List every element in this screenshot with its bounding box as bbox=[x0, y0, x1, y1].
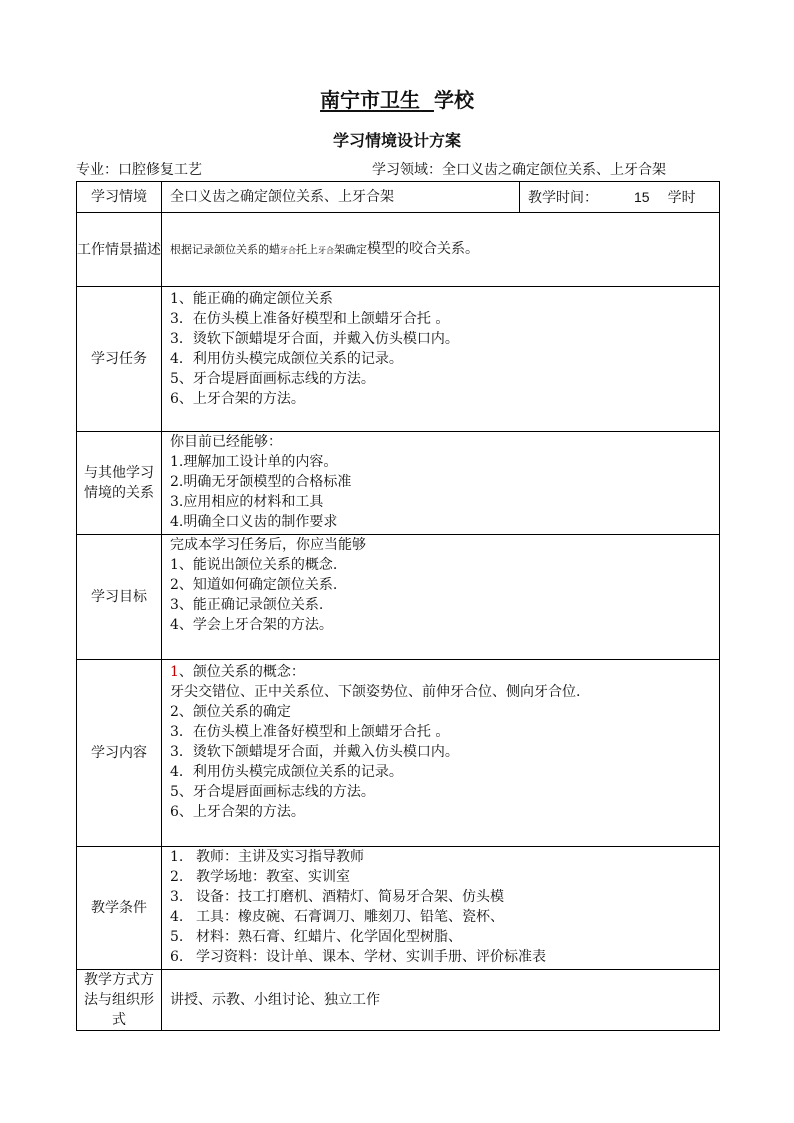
school-suffix: 学校 bbox=[433, 88, 474, 112]
school-name: 南宁市卫生 bbox=[320, 88, 421, 112]
label-learning-content: 学习内容 bbox=[77, 660, 162, 847]
list-item: 3．烫软下颌蜡堤牙合面，并戴入仿头模口内。 bbox=[170, 331, 459, 347]
list-item: 1、能说出颌位关系的概念. bbox=[170, 557, 338, 573]
list-item: 5、牙合堤唇面画标志线的方法。 bbox=[170, 371, 375, 387]
learning-field-label: 学习领域：全口义齿之确定颌位关系、上牙合架 bbox=[372, 162, 666, 178]
list-item: 5、牙合堤唇面画标志线的方法。 bbox=[170, 784, 375, 800]
list-item: 6、上牙合架的方法。 bbox=[170, 804, 305, 820]
work-scene-text: 根据记录颌位关系的蜡牙合托上牙合架确定模型的咬合关系。 bbox=[162, 213, 720, 287]
document-title: 学习情境设计方案 bbox=[332, 131, 461, 150]
list-item: 2. 教学场地：教室、实训室 bbox=[170, 869, 350, 885]
label-relation: 与其他学习情境的关系 bbox=[77, 432, 162, 535]
list-item: 3．在仿头模上准备好模型和上颌蜡牙合托 。 bbox=[170, 311, 450, 327]
row-teaching-method bbox=[77, 970, 720, 1031]
row-learning-scenario bbox=[77, 182, 720, 213]
label-learning-goal: 学习目标 bbox=[77, 535, 162, 660]
row-work-scene bbox=[77, 213, 720, 287]
label-work-scene: 工作情景描述 bbox=[77, 213, 162, 287]
learning-task-list bbox=[162, 287, 720, 432]
row-learning-content bbox=[77, 660, 720, 847]
list-item: 1、能正确的确定颌位关系 bbox=[170, 291, 333, 307]
row-learning-task bbox=[77, 287, 720, 432]
row-relation bbox=[77, 432, 720, 535]
list-item: 3、能正确记录颌位关系. bbox=[170, 597, 324, 613]
list-item: 牙尖交错位、正中关系位、下颌姿势位、前伸牙合位、侧向牙合位. bbox=[170, 684, 581, 700]
row-teaching-conditions bbox=[77, 847, 720, 970]
list-item: 4. 工具：橡皮碗、石膏调刀、雕刻刀、铅笔、瓷杯、 bbox=[170, 909, 504, 925]
list-item: 6. 学习资料：设计单、课本、学材、实训手册、评价标准表 bbox=[170, 949, 546, 965]
list-item: 1.理解加工设计单的内容。 bbox=[170, 454, 338, 470]
list-item: 2.明确无牙颌模型的合格标准 bbox=[170, 474, 352, 490]
major-label: 专业：口腔修复工艺 bbox=[76, 162, 202, 178]
learning-content-list bbox=[162, 660, 720, 847]
value-learning-scenario: 全口义齿之确定颌位关系、上牙合架 bbox=[162, 182, 520, 213]
label-learning-scenario: 学习情境 bbox=[77, 182, 162, 213]
list-item: 3．在仿头模上准备好模型和上颌蜡牙合托 。 bbox=[170, 724, 450, 740]
list-item: 4．利用仿头模完成颌位关系的记录。 bbox=[170, 764, 403, 780]
list-item: 你目前已经能够： bbox=[170, 434, 282, 450]
design-table bbox=[76, 181, 720, 1031]
list-item: 1. 教师：主讲及实习指导教师 bbox=[170, 849, 364, 865]
label-teaching-method: 教学方式方法与组织形式 bbox=[77, 970, 162, 1031]
teaching-time-unit: 学时 bbox=[667, 189, 696, 206]
teaching-time-cell bbox=[520, 182, 720, 213]
list-item: 4.明确全口义齿的制作要求 bbox=[170, 514, 338, 530]
relation-list bbox=[162, 432, 720, 535]
list-item: 2、知道如何确定颌位关系. bbox=[170, 577, 338, 593]
list-item: 3.应用相应的材料和工具 bbox=[170, 494, 324, 510]
list-item: 4、学会上牙合架的方法。 bbox=[170, 617, 333, 633]
teaching-time-value: 15 bbox=[634, 188, 650, 205]
learning-goal-list bbox=[162, 535, 720, 660]
teaching-method-text: 讲授、示教、小组讨论、独立工作 bbox=[162, 970, 720, 1031]
list-item: 2、颌位关系的确定 bbox=[170, 704, 291, 720]
list-item: 完成本学习任务后，你应当能够 bbox=[170, 537, 366, 553]
label-teaching-conditions: 教学条件 bbox=[77, 847, 162, 970]
list-item: 3. 设备：技工打磨机、酒精灯、简易牙合架、仿头模 bbox=[170, 889, 504, 905]
list-item: 6、上牙合架的方法。 bbox=[170, 391, 305, 407]
list-item: 3．烫软下颌蜡堤牙合面，并戴入仿头模口内。 bbox=[170, 744, 459, 760]
list-item: 5. 材料：熟石膏、红蜡片、化学固化型树脂、 bbox=[170, 929, 462, 945]
label-learning-task: 学习任务 bbox=[77, 287, 162, 432]
list-item: 1、颌位关系的概念： bbox=[170, 664, 305, 680]
school-title bbox=[0, 84, 794, 113]
red-number: 1 bbox=[170, 664, 179, 680]
row-learning-goal bbox=[77, 535, 720, 660]
list-item: 4．利用仿头模完成颌位关系的记录。 bbox=[170, 351, 403, 367]
teaching-conditions-list bbox=[162, 847, 720, 970]
teaching-time-label: 教学时间： bbox=[528, 189, 598, 206]
